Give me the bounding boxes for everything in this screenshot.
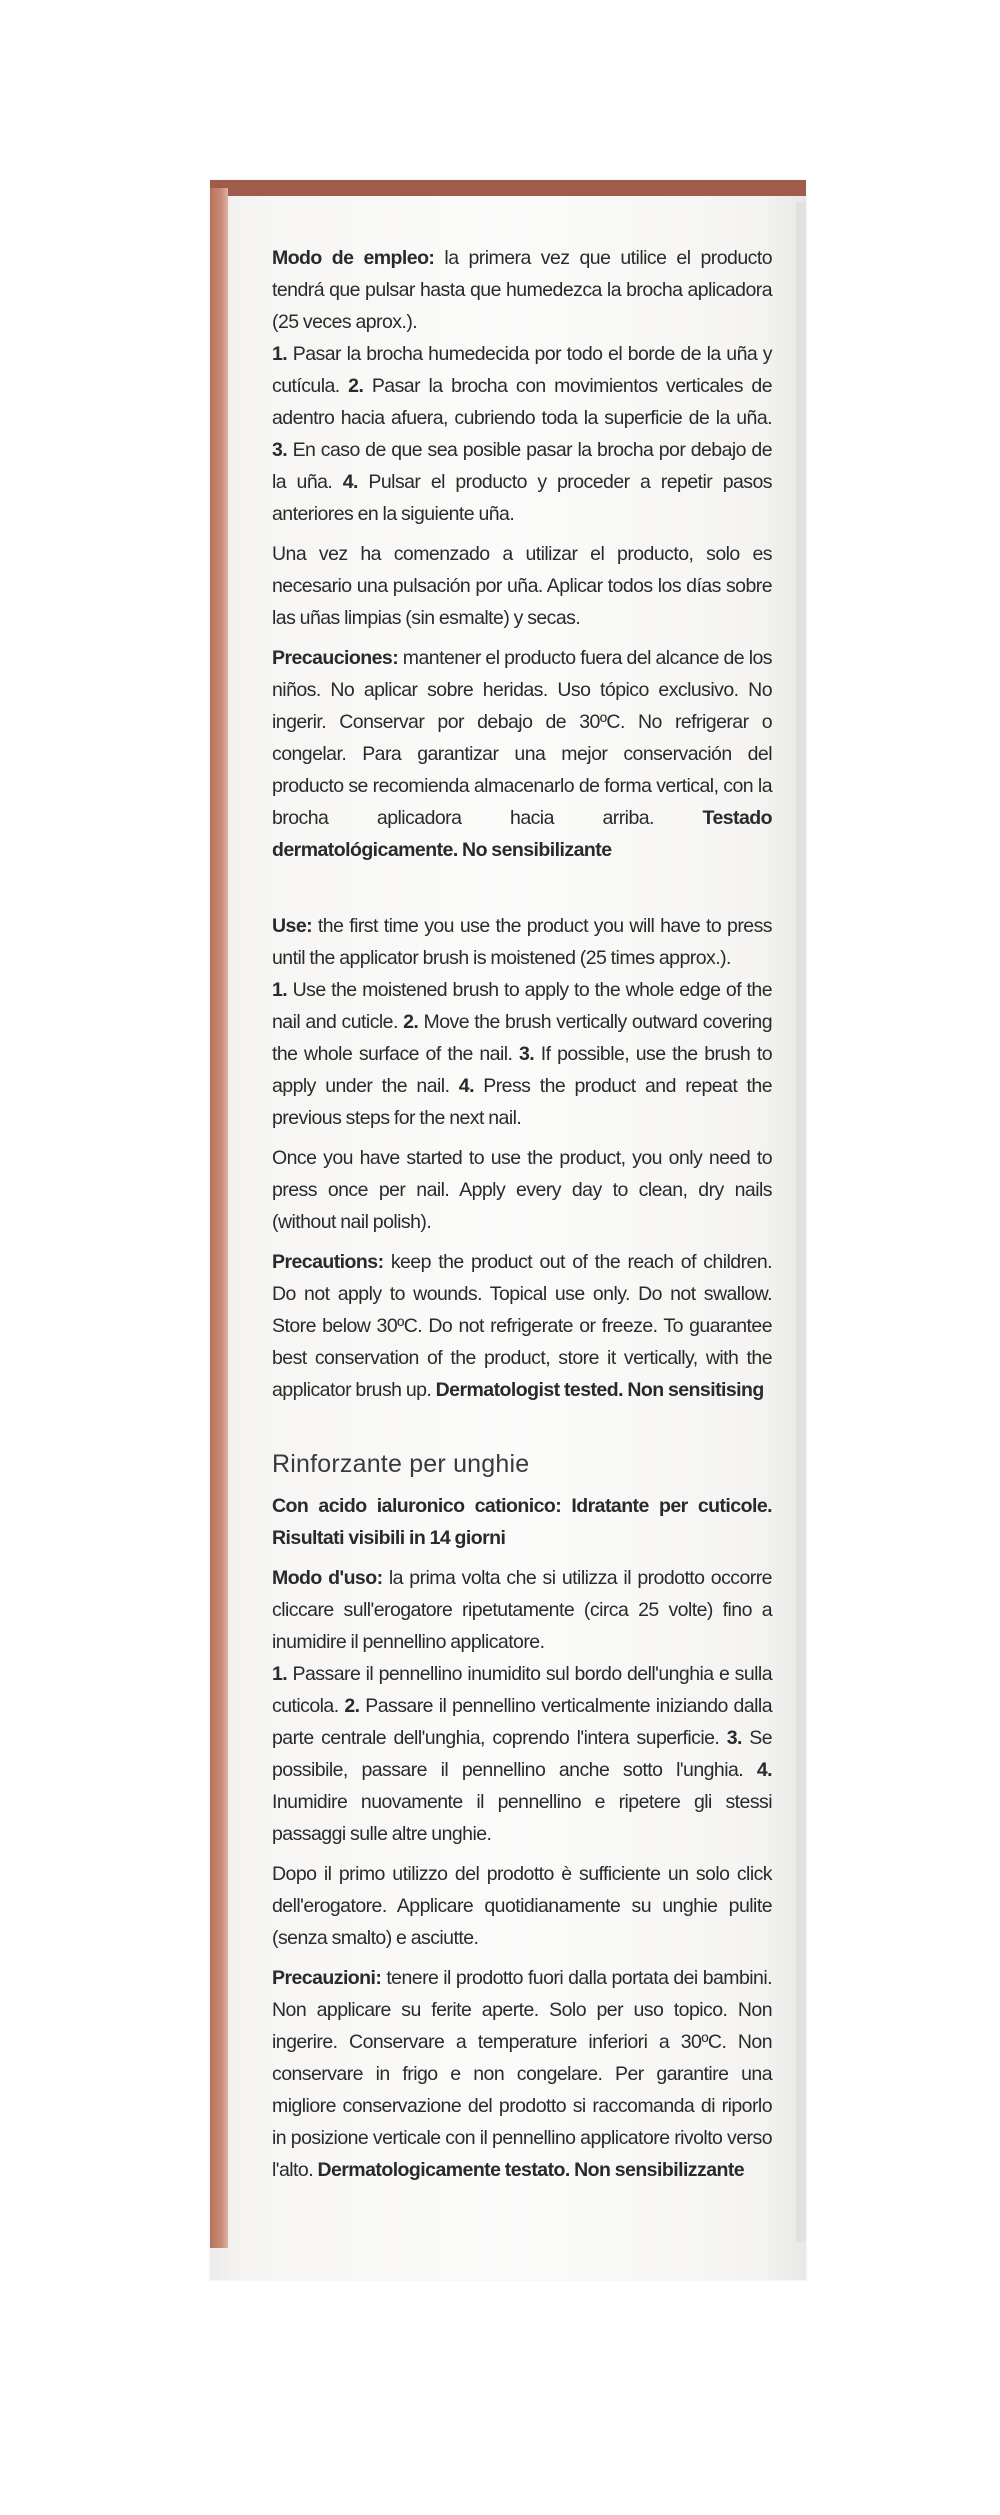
section-spacer (272, 874, 772, 910)
it-title: Rinforzante per unghie (272, 1450, 530, 1478)
en-precautions: Precautions: keep the product out of the reach of children. Do not apply to wounds. Topical use only. Do not swallow. Store below 30ºC. Do not refrigerate or freeze. To guarantee best conservation of the product, store it vertically, with the applicator brush up. Dermatologist tested. Non sensitising (272, 1251, 772, 1401)
box-top-edge (210, 180, 806, 196)
es-once-note: Una vez ha comenzado a utilizar el producto, solo es necesario una pulsación por uña. Aplicar todos los días sobre las uñas limpias (sin esmalte) y secas. (272, 543, 772, 629)
en-once-note: Once you have started to use the product, you only need to press once per nail. Apply every day to clean, dry nails (without nail polish). (272, 1147, 772, 1233)
label-text (272, 242, 772, 2194)
box-right-flap (796, 202, 806, 2242)
es-precautions: Precauciones: mantener el producto fuera del alcance de los niños. No aplicar sobre heridas. Uso tópico exclusivo. No ingerir. Conservar por debajo de 30ºC. No refrigerar o congelar. Para garantizar una mejor conservación del producto se recomienda almacenarlo de forma vertical, con la brocha aplicadora hacia arriba. Testado dermatológicamente. No sensibilizante (272, 647, 772, 861)
it-instructions: Modo d'uso: la prima volta che si utilizza il prodotto occorre cliccare sull'erogatore ripetutamente (circa 25 volte) fino a inumidire il pennellino applicatore. 1. Passare il pennellino inumidito sul bordo dell'unghia e sulla cuticola. 2. Passare il pennellino verticalmente iniziando dalla parte centrale dell'unghia, coprendo l'intera superficie. 3. Se possibile, passare il pennellino anche sotto l'unghia. 4. Inumidire nuovamente il pennellino e ripetere gli stessi passaggi sulle altre unghie. (272, 1567, 773, 1845)
box-left-edge (210, 188, 228, 2248)
section-spacer (272, 1414, 772, 1446)
es-instructions: Modo de empleo: la primera vez que utilice el producto tendrá que pulsar hasta que humedezca la brocha aplicadora (25 veces aprox.). 1. Pasar la brocha humedecida por todo el borde de la uña y cutícula. 2. Pasar la brocha con movimientos verticales de adentro hacia afuera, cubriendo toda la superficie de la uña. 3. En caso de que sea posible pasar la brocha por debajo de la uña. 4. Pulsar el producto y proceder a repetir pasos anteriores en la siguiente uña. (272, 247, 772, 525)
en-instructions: Use: the first time you use the product you will have to press until the applicator brush is moistened (25 times approx.). 1. Use the moistened brush to apply to the whole edge of the nail and cuticle. 2. Move the brush vertically outward covering the whole surface of the nail. 3. If possible, use the brush to apply under the nail. 4. Press the product and repeat the previous steps for the next nail. (272, 915, 773, 1129)
it-subtitle: Con acido ialuronico cationico: Idratante per cuticole. Risultati visibili in 14 giorni (272, 1495, 772, 1549)
it-dopo-note: Dopo il primo utilizzo del prodotto è sufficiente un solo click dell'erogatore. Applicare quotidianamente su unghie pulite (senza smalto) e asciutte. (272, 1863, 772, 1949)
product-box-panel (210, 180, 806, 2280)
it-precautions: Precauzioni: tenere il prodotto fuori dalla portata dei bambini. Non applicare su ferite aperte. Solo per uso topico. Non ingerire. Conservare a temperature inferiori a 30ºC. Non conservare in frigo e non congelare. Per garantire una migliore conservazione del prodotto si raccomanda di riporlo in posizione verticale con il pennellino applicatore rivolto verso l'alto. Dermatologicamente testato. Non sensibilizzante (272, 1967, 772, 2181)
